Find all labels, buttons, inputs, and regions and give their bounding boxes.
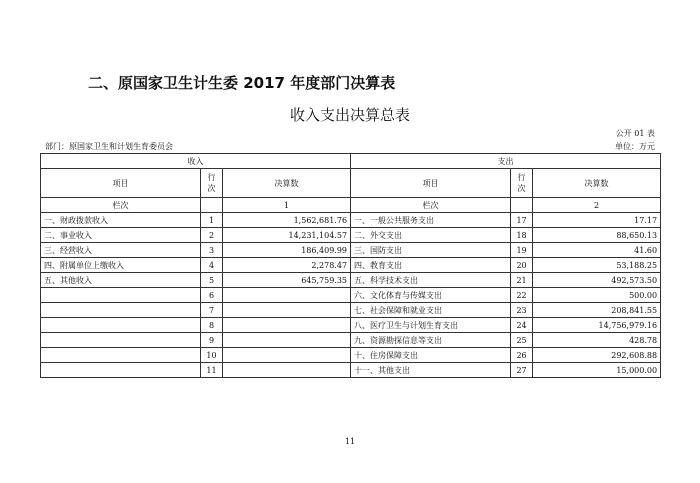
expense-item: 六、文化体育与传媒支出 xyxy=(351,288,511,303)
income-amount: 1,562,681.76 xyxy=(223,213,351,228)
expense-amount: 292,608.88 xyxy=(533,348,661,363)
income-amount xyxy=(223,363,351,378)
income-row-no: 10 xyxy=(201,348,223,363)
expense-row-no: 26 xyxy=(511,348,533,363)
income-item xyxy=(41,288,201,303)
income-item xyxy=(41,303,201,318)
income-item: 三、经营收入 xyxy=(41,243,201,258)
income-item: 五、其他收入 xyxy=(41,273,201,288)
income-row-no: 6 xyxy=(201,288,223,303)
expense-item: 十、住房保障支出 xyxy=(351,348,511,363)
expense-item: 五、科学技术支出 xyxy=(351,273,511,288)
expense-amount: 500.00 xyxy=(533,288,661,303)
expense-row-no: 24 xyxy=(511,318,533,333)
income-row-no: 4 xyxy=(201,258,223,273)
income-row-no-header: 行次 xyxy=(201,169,223,198)
expense-row-no: 23 xyxy=(511,303,533,318)
expense-row-no: 25 xyxy=(511,333,533,348)
expense-row-no: 20 xyxy=(511,258,533,273)
income-item xyxy=(41,318,201,333)
expense-amount: 14,756,979.16 xyxy=(533,318,661,333)
document-heading: 二、原国家卫生计生委 2017 年度部门决算表 xyxy=(88,74,396,92)
table-row xyxy=(41,348,661,363)
expense-amount: 53,188.25 xyxy=(533,258,661,273)
income-item xyxy=(41,348,201,363)
income-row-no: 5 xyxy=(201,273,223,288)
expense-column-label: 栏次 xyxy=(351,198,511,213)
income-row-no: 3 xyxy=(201,243,223,258)
income-row-no: 1 xyxy=(201,213,223,228)
income-item: 一、财政拨款收入 xyxy=(41,213,201,228)
expense-item: 一、一般公共服务支出 xyxy=(351,213,511,228)
expense-row-no-header: 行次 xyxy=(511,169,533,198)
income-column-number: 1 xyxy=(223,198,351,213)
expense-amount: 88,650.13 xyxy=(533,228,661,243)
expense-row-no: 21 xyxy=(511,273,533,288)
expense-item: 四、教育支出 xyxy=(351,258,511,273)
income-amount: 186,409.99 xyxy=(223,243,351,258)
expense-item: 二、外交支出 xyxy=(351,228,511,243)
table-row xyxy=(41,258,661,273)
expense-amount: 492,573.50 xyxy=(533,273,661,288)
table-row xyxy=(41,243,661,258)
income-amount: 2,278.47 xyxy=(223,258,351,273)
expense-item: 七、社会保障和就业支出 xyxy=(351,303,511,318)
income-row-no: 7 xyxy=(201,303,223,318)
expense-header: 支出 xyxy=(351,154,661,169)
empty-cell xyxy=(511,198,533,213)
table-row xyxy=(41,273,661,288)
expense-row-no: 27 xyxy=(511,363,533,378)
expense-amount: 41.60 xyxy=(533,243,661,258)
table-row xyxy=(41,333,661,348)
table-row xyxy=(41,213,661,228)
table-row xyxy=(41,228,661,243)
income-row-no: 9 xyxy=(201,333,223,348)
expense-amount: 208,841.55 xyxy=(533,303,661,318)
income-amount xyxy=(223,303,351,318)
income-amount xyxy=(223,333,351,348)
expense-amount: 428.78 xyxy=(533,333,661,348)
unit-label: 单位：万元 xyxy=(615,142,655,151)
income-amount: 645,759.35 xyxy=(223,273,351,288)
income-column-label: 栏次 xyxy=(41,198,201,213)
table-title: 收入支出决算总表 xyxy=(289,106,410,124)
income-amount-header: 决算数 xyxy=(223,169,351,198)
table-row xyxy=(41,288,661,303)
expense-row-no: 18 xyxy=(511,228,533,243)
form-code: 公开 01 表 xyxy=(615,129,655,138)
income-amount xyxy=(223,318,351,333)
income-item-header: 项目 xyxy=(41,169,201,198)
income-item xyxy=(41,333,201,348)
page-number: 11 xyxy=(344,437,356,446)
expense-amount-header: 决算数 xyxy=(533,169,661,198)
income-item xyxy=(41,363,201,378)
income-item: 二、事业收入 xyxy=(41,228,201,243)
expense-amount: 17.17 xyxy=(533,213,661,228)
expense-item: 八、医疗卫生与计划生育支出 xyxy=(351,318,511,333)
expense-amount: 15,000.00 xyxy=(533,363,661,378)
empty-cell xyxy=(201,198,223,213)
expense-item: 三、国防支出 xyxy=(351,243,511,258)
expense-item-header: 项目 xyxy=(351,169,511,198)
department-label: 部门：原国家卫生和计划生育委员会 xyxy=(45,142,173,151)
expense-row-no: 17 xyxy=(511,213,533,228)
expense-item: 十一、其他支出 xyxy=(351,363,511,378)
income-row-no: 11 xyxy=(201,363,223,378)
table-row xyxy=(41,363,661,378)
table-row xyxy=(41,318,661,333)
income-header: 收入 xyxy=(41,154,351,169)
income-row-no: 8 xyxy=(201,318,223,333)
table-row xyxy=(41,303,661,318)
expense-row-no: 22 xyxy=(511,288,533,303)
income-amount xyxy=(223,348,351,363)
income-item: 四、附属单位上缴收入 xyxy=(41,258,201,273)
income-row-no: 2 xyxy=(201,228,223,243)
expense-column-number: 2 xyxy=(533,198,661,213)
income-expense-table xyxy=(40,153,661,378)
expense-row-no: 19 xyxy=(511,243,533,258)
expense-item: 九、资源勘探信息等支出 xyxy=(351,333,511,348)
income-amount xyxy=(223,288,351,303)
income-amount: 14,231,104.57 xyxy=(223,228,351,243)
